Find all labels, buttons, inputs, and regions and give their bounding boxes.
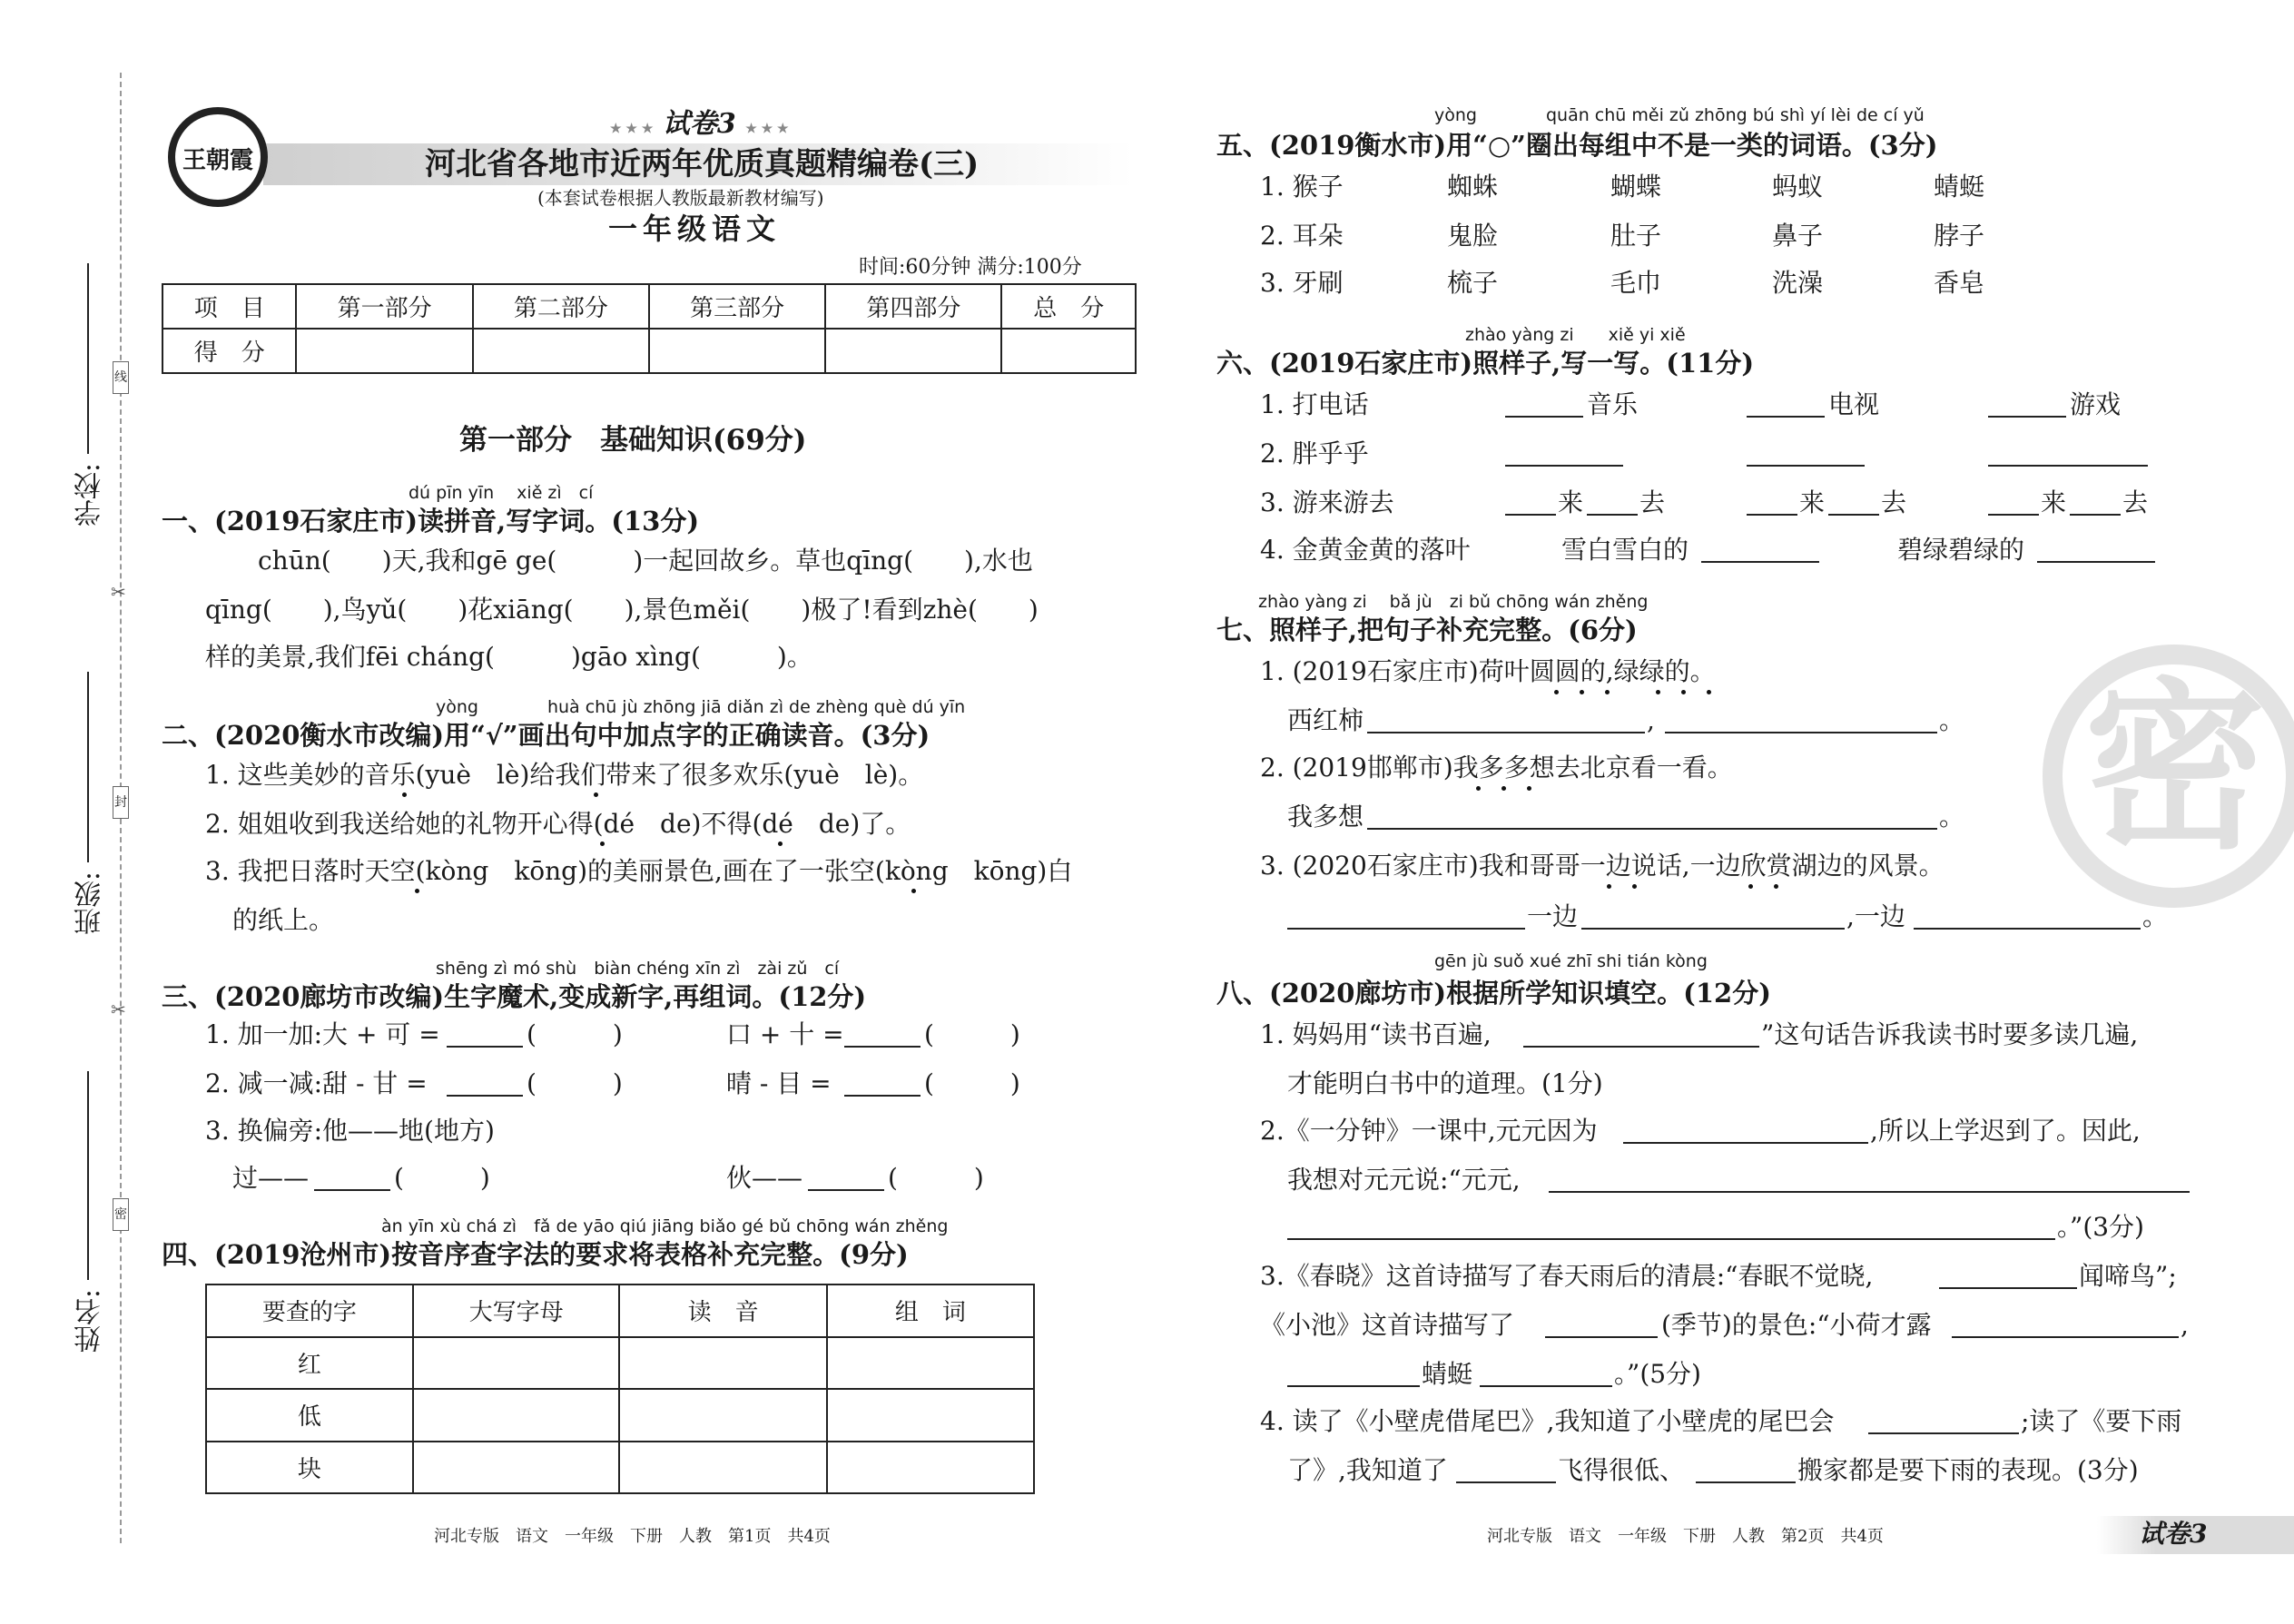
q1-pinyin: dú pīn yīn xiě zì cí — [409, 483, 594, 503]
q5-pinyin: yòng quān chū měi zǔ zhōng bú shì yí lèi de cí yǔ — [1434, 105, 1925, 125]
score-row-label: 得 分 — [162, 329, 296, 373]
q8-4b: ;读了《要下雨 — [2021, 1406, 2182, 1436]
q2-item-1: 1. 这些美妙的音乐(yuè lè)给我们带来了很多欢乐(yuè lè)。 — [205, 760, 924, 790]
emphasis-dot — [1527, 786, 1531, 791]
q5-heading: 五、(2019衡水市)用“○”圈出每组中不是一类的词语。(3分) — [1216, 130, 1938, 161]
page-subtitle: (本套试卷根据人教版最新教材编写) — [537, 187, 824, 209]
q3-sub-paren-2[interactable]: ( ) — [924, 1068, 1020, 1098]
q3-sub-label: 2. 减一减:甜 - 甘 = — [205, 1068, 428, 1098]
class-label: 班级: — [74, 871, 106, 936]
q5-word[interactable]: 梳子 — [1447, 268, 1499, 298]
q8-4e: 搬家都是要下雨的表现。(3分) — [1797, 1455, 2139, 1485]
q8-3a: 3.《春晓》这首诗描写了春天雨后的清晨:“春眠不觉晓, — [1260, 1261, 1874, 1291]
table-header-word: 组 词 — [827, 1284, 1034, 1337]
q7-pinyin: zhào yàng zi bǎ jù zi bǔ chōng wán zhěng — [1258, 592, 1649, 612]
score-cell[interactable] — [825, 329, 1001, 373]
school-label: 学校: — [74, 463, 106, 527]
emphasis-dot — [600, 842, 605, 846]
q1-line-1: chūn( )天,我和gē ge( )一起回故乡。草也qīng( ),水也 — [258, 546, 1033, 576]
emphasis-dot — [911, 889, 916, 893]
score-header-part4: 第四部分 — [825, 284, 1001, 329]
q6-word: 碧绿碧绿的 — [1897, 535, 2025, 565]
q6-blank[interactable] — [1747, 416, 1825, 418]
q6-blank[interactable] — [1505, 416, 1583, 418]
q7-3-end: 。 — [2142, 901, 2169, 931]
q7-heading: 七、照样子,把句子补充完整。(6分) — [1216, 615, 1638, 645]
q6-blank[interactable] — [1988, 465, 2148, 467]
q5-word[interactable]: 香皂 — [1934, 268, 1985, 298]
q7-1-comma: , — [1647, 705, 1655, 735]
q4-heading: 四、(2019沧州市)按音序查字法的要求将表格补充完整。(9分) — [162, 1239, 909, 1270]
table-cell[interactable] — [619, 1389, 826, 1442]
table-cell[interactable] — [827, 1442, 1034, 1494]
emphasis-dot — [1607, 884, 1611, 889]
table-cell[interactable] — [827, 1337, 1034, 1390]
emphasis-dot — [1605, 690, 1610, 694]
q6-blank[interactable] — [2037, 561, 2155, 563]
q3-swap-blank-2[interactable] — [808, 1189, 884, 1191]
q7-blank[interactable] — [1287, 928, 1525, 930]
table-row-char: 低 — [206, 1389, 413, 1442]
q6-blank[interactable] — [1505, 465, 1623, 467]
q6-word: 来 — [2041, 487, 2067, 517]
q2-item-3: 3. 我把日落时天空(kòng kōng)的美丽景色,画在了一张空(kòng kōng)白 — [205, 856, 1073, 886]
q8-pinyin: gēn jù suǒ xué zhī shi tián kòng — [1434, 951, 1708, 971]
q6-word: 电视 — [1828, 389, 1880, 419]
q7-example-3: 3. (2020石家庄市)我和哥哥一边说话,一边欣赏湖边的风景。 — [1260, 851, 1944, 881]
q6-word: 去 — [1881, 487, 1907, 517]
q6-blank[interactable] — [1747, 514, 1797, 516]
q6-heading: 六、(2019石家庄市)照样子,写一写。(11分) — [1216, 348, 1755, 379]
q3-sub-right: 晴 - 目 = — [726, 1068, 832, 1098]
q3-sub-blank-1[interactable] — [447, 1095, 523, 1097]
q5-word[interactable]: 脖子 — [1934, 221, 1985, 251]
q8-heading: 八、(2020廊坊市)根据所学知识填空。(12分) — [1216, 978, 1771, 1009]
score-header-item: 项 目 — [162, 284, 296, 329]
q3-swap-right: 伙—— — [726, 1163, 803, 1193]
score-table-row — [162, 329, 1136, 373]
table-row — [206, 1389, 1034, 1442]
score-header-part2: 第二部分 — [473, 284, 649, 329]
emphasis-dot — [1707, 690, 1711, 694]
score-cell[interactable] — [473, 329, 649, 373]
q6-word: 来 — [1558, 487, 1584, 517]
q8-blank[interactable] — [1287, 1238, 2055, 1240]
time-score: 时间:60分钟 满分:100分 — [859, 256, 1082, 279]
q3-add-blank-1[interactable] — [447, 1046, 523, 1048]
q6-example-1: 1. 打电话 — [1260, 389, 1369, 419]
table-header-letter: 大写字母 — [413, 1284, 620, 1337]
score-cell[interactable] — [1001, 329, 1136, 373]
q8-2a: 2.《一分钟》一课中,元元因为 — [1260, 1116, 1598, 1146]
q3-sub-paren-1[interactable]: ( ) — [527, 1068, 623, 1098]
q6-blank[interactable] — [1988, 416, 2066, 418]
q6-word: 雪白雪白的 — [1561, 535, 1689, 565]
q5-word[interactable]: 洗澡 — [1772, 268, 1824, 298]
emphasis-dot — [1554, 690, 1559, 694]
q3-add-paren-2[interactable]: ( ) — [924, 1019, 1020, 1049]
q8-blank[interactable] — [1696, 1481, 1796, 1483]
q8-1c: 才能明白书中的道理。(1分) — [1287, 1068, 1603, 1098]
q6-example-3: 3. 游来游去 — [1260, 487, 1394, 517]
q5-word[interactable]: 蝴蝶 — [1610, 172, 1662, 202]
score-table-header — [162, 284, 1136, 329]
q3-pinyin: shēng zì mó shù biàn chéng xīn zì zài zǔ cí — [436, 959, 840, 979]
q5-word: 3. 牙刷 — [1260, 268, 1344, 298]
q7-2-start: 我多想 — [1287, 802, 1364, 832]
q5-word[interactable]: 毛巾 — [1610, 268, 1662, 298]
q3-swap-blank-1[interactable] — [314, 1189, 390, 1191]
table-cell[interactable] — [619, 1442, 826, 1494]
q2-item-3-cont: 的纸上。 — [232, 905, 335, 935]
q5-word[interactable]: 蚂蚁 — [1772, 172, 1824, 202]
q8-blank[interactable] — [1545, 1336, 1658, 1338]
score-cell[interactable] — [296, 329, 472, 373]
emphasis-dot — [1748, 884, 1753, 889]
emphasis-dot — [1476, 786, 1481, 791]
emphasis-dot — [415, 889, 419, 893]
table-row — [206, 1442, 1034, 1494]
q3-add-label: 1. 加一加:大 + 可 = — [205, 1019, 440, 1049]
q8-blank[interactable] — [1868, 1432, 2019, 1434]
q8-blank[interactable] — [1480, 1385, 1612, 1387]
q3-add-blank-2[interactable] — [844, 1046, 921, 1048]
q7-blank[interactable] — [1581, 928, 1845, 930]
watermark-seal — [2043, 645, 2294, 908]
q8-4a: 4. 读了《小壁虎借尾巴》,我知道了小壁虎的尾巴会 — [1260, 1406, 1835, 1436]
table-row — [206, 1337, 1034, 1390]
table-cell[interactable] — [413, 1442, 620, 1494]
table-row-char: 块 — [206, 1442, 413, 1494]
emphasis-dot — [1681, 690, 1686, 694]
q7-example-2: 2. (2019邯郸市)我多多想去北京看一看。 — [1260, 753, 1733, 782]
q5-word: 1. 猴子 — [1260, 172, 1344, 202]
q8-blank[interactable] — [1952, 1336, 2179, 1338]
page-title: 河北省各地市近两年优质真题精编卷(三) — [425, 146, 980, 182]
q6-blank[interactable] — [1587, 514, 1638, 516]
emphasis-dot — [1501, 786, 1506, 791]
table-header-reading: 读 音 — [619, 1284, 826, 1337]
q8-3e: , — [2181, 1310, 2189, 1340]
q6-word: 去 — [1639, 487, 1666, 517]
q6-word: 音乐 — [1587, 389, 1639, 419]
q6-blank[interactable] — [1505, 514, 1556, 516]
footer-right: 河北专版 语文 一年级 下册 人教 第2页 共4页 — [1487, 1527, 1884, 1546]
scissor-icon: ✂ — [111, 999, 126, 1020]
q5-word[interactable]: 鼻子 — [1772, 221, 1824, 251]
table-cell[interactable] — [413, 1337, 620, 1390]
logo-text: 王朝霞 — [182, 147, 253, 174]
score-header-total: 总 分 — [1001, 284, 1136, 329]
table-cell[interactable] — [413, 1389, 620, 1442]
table-header-char: 要查的字 — [206, 1284, 413, 1337]
q7-blank[interactable] — [1665, 732, 1937, 733]
school-field[interactable] — [87, 263, 89, 454]
q8-blank[interactable] — [1456, 1481, 1556, 1483]
seal-marker-mi: 密 — [113, 1198, 129, 1231]
q6-word: 游戏 — [2070, 389, 2122, 419]
q5-word: 2. 耳朵 — [1260, 221, 1344, 251]
q8-blank[interactable] — [1523, 1046, 1759, 1048]
score-cell[interactable] — [649, 329, 825, 373]
table-cell[interactable] — [827, 1389, 1034, 1442]
q3-heading: 三、(2020廊坊市改编)生字魔术,变成新字,再组词。(12分) — [162, 981, 867, 1012]
name-label: 姓名: — [74, 1289, 106, 1353]
name-field[interactable] — [87, 1071, 89, 1280]
seal-marker-xian: 线 — [113, 361, 129, 394]
q7-1-start: 西红柿 — [1287, 705, 1364, 735]
q1-line-3: 样的美景,我们fēi cháng( )gāo xìng( )。 — [205, 642, 812, 672]
q5-word[interactable]: 鬼脸 — [1447, 221, 1499, 251]
pinyin-lookup-table — [205, 1284, 1035, 1494]
q8-blank[interactable] — [1287, 1385, 1420, 1387]
emphasis-dot — [1656, 690, 1660, 694]
q7-blank[interactable] — [1367, 732, 1645, 733]
table-header — [206, 1284, 1034, 1337]
paper-label: ★ ★ ★ 试卷3 ★ ★ ★ — [610, 108, 789, 140]
class-field[interactable] — [87, 672, 89, 862]
footer-left: 河北专版 语文 一年级 下册 人教 第1页 共4页 — [434, 1527, 831, 1546]
q8-blank[interactable] — [1939, 1287, 2077, 1289]
q6-example-2: 2. 胖乎乎 — [1260, 438, 1369, 468]
seal-marker-feng: 封 — [113, 786, 129, 819]
q5-word[interactable]: 蜘蛛 — [1447, 172, 1499, 202]
q8-4c: 了》,我知道了 — [1287, 1455, 1448, 1485]
q1-line-2: qīng( ),鸟yǔ( )花xiāng( ),景色měi( )极了!看到zhè( ) — [205, 595, 1039, 625]
q6-word: 去 — [2122, 487, 2149, 517]
emphasis-dot — [1632, 884, 1637, 889]
q8-3b: 闻啼鸟”; — [2079, 1261, 2177, 1291]
q6-example-4: 4. 金黄金黄的落叶 — [1260, 535, 1471, 565]
q6-blank[interactable] — [1828, 514, 1879, 516]
q6-pinyin: zhào yàng zi xiě yi xiě — [1465, 325, 1686, 345]
q8-2d: 。”(3分) — [2057, 1212, 2144, 1242]
q8-3f: 蜻蜓 — [1422, 1359, 1473, 1389]
emphasis-dot — [778, 842, 783, 846]
q6-blank[interactable] — [1988, 514, 2039, 516]
q3-swap-paren-2[interactable]: ( ) — [888, 1163, 984, 1193]
q6-blank[interactable] — [1747, 465, 1865, 467]
q3-sub-blank-2[interactable] — [844, 1095, 921, 1097]
q8-3g: 。”(5分) — [1614, 1359, 1701, 1389]
q8-1b: ”这句话告诉我读书时要多读几遍, — [1761, 1019, 2139, 1049]
q2-heading: 二、(2020衡水市改编)用“√”画出句中加点字的正确读音。(3分) — [162, 720, 930, 751]
q7-3-mid2: ,一边 — [1846, 901, 1905, 931]
q6-blank[interactable] — [2070, 514, 2121, 516]
q7-3-mid: 一边 — [1527, 901, 1579, 931]
score-table — [162, 283, 1137, 374]
q8-3c: 《小池》这首诗描写了 — [1260, 1310, 1515, 1340]
score-header-part1: 第一部分 — [296, 284, 472, 329]
q3-add-paren-1[interactable]: ( ) — [527, 1019, 623, 1049]
logo — [168, 107, 268, 207]
q8-blank[interactable] — [1549, 1191, 2190, 1193]
scissor-icon: ✂ — [111, 581, 126, 603]
grade-subject: 一年级语文 — [608, 212, 782, 246]
emphasis-dot — [1774, 884, 1778, 889]
part1-title: 第一部分 基础知识(69分) — [459, 424, 807, 457]
q7-blank[interactable] — [1914, 928, 2141, 930]
q3-swap-label: 3. 换偏旁:他——地(地方) — [205, 1116, 495, 1146]
q5-word[interactable]: 蜻蜓 — [1934, 172, 1985, 202]
q5-word[interactable]: 肚子 — [1610, 221, 1662, 251]
q3-swap-left: 过—— — [232, 1163, 310, 1193]
q4-pinyin: àn yīn xù chá zì fǎ de yāo qiú jiāng biǎo gé bǔ chōng wán zhěng — [381, 1216, 949, 1236]
q1-heading: 一、(2019石家庄市)读拼音,写字词。(13分) — [162, 506, 700, 536]
emphasis-dot — [1580, 690, 1584, 694]
emphasis-dot — [402, 792, 407, 797]
q8-1a: 1. 妈妈用“读书百遍, — [1260, 1019, 1492, 1049]
q7-2-end: 。 — [1939, 802, 1965, 832]
q7-1-end: 。 — [1939, 705, 1965, 735]
q8-2b: ,所以上学迟到了。因此, — [1870, 1116, 2141, 1146]
q8-4d: 飞得很低、 — [1558, 1455, 1686, 1485]
emphasis-dot — [594, 792, 598, 797]
table-cell[interactable] — [619, 1337, 826, 1390]
watermark-seal-char: 密 — [2084, 661, 2267, 874]
q7-blank[interactable] — [1367, 828, 1937, 830]
q8-blank[interactable] — [1623, 1142, 1868, 1144]
table-row-char: 红 — [206, 1337, 413, 1390]
q2-item-2: 2. 姐姐收到我送给她的礼物开心得(dé de)不得(dé de)了。 — [205, 809, 911, 839]
q3-add-right: 口 + 十 = — [726, 1019, 844, 1049]
footer-tag: 试卷3 — [2139, 1519, 2208, 1549]
q8-2c: 我想对元元说:“元元, — [1287, 1165, 1521, 1195]
q3-swap-paren-1[interactable]: ( ) — [394, 1163, 490, 1193]
q8-3d: (季节)的景色:“小荷才露 — [1661, 1310, 1932, 1340]
q2-pinyin: yòng huà chū jù zhōng jiā diǎn zì de zhèng què dú yīn — [436, 697, 966, 717]
q6-blank[interactable] — [1701, 561, 1819, 563]
q7-example-1: 1. (2019石家庄市)荷叶圆圆的,绿绿的。 — [1260, 656, 1716, 686]
score-header-part3: 第三部分 — [649, 284, 825, 329]
q6-word: 来 — [1799, 487, 1826, 517]
